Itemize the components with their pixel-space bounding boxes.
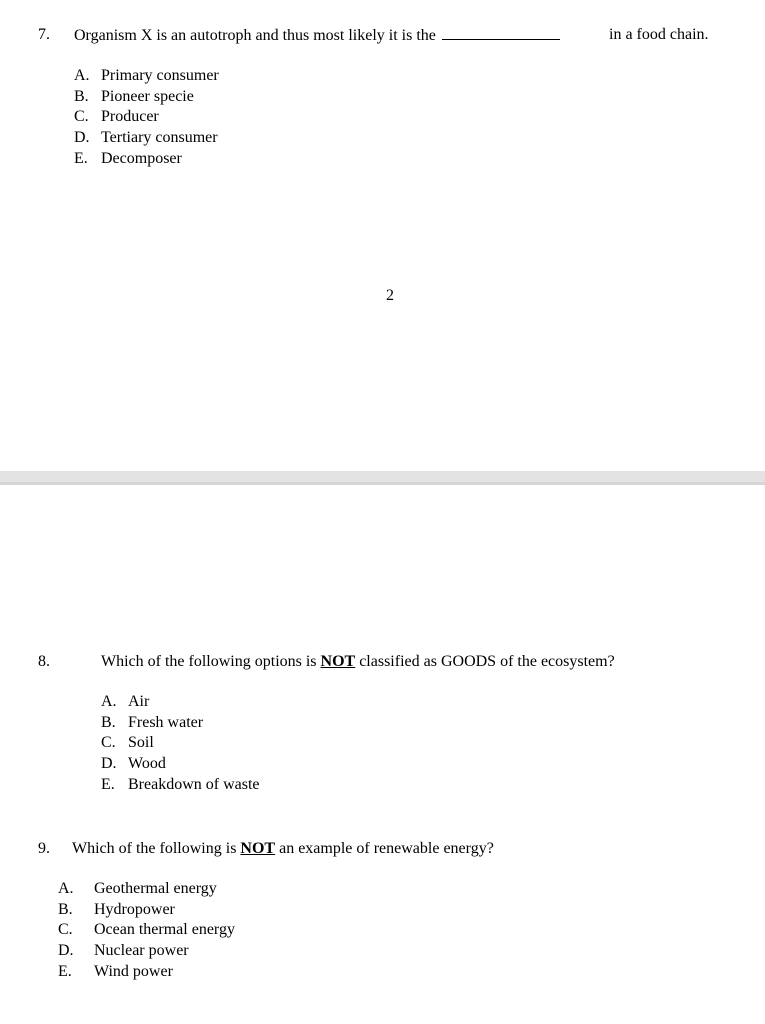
option-row: [74, 128, 219, 149]
question-8-options: [101, 692, 260, 795]
option-text: Hydropower: [94, 900, 175, 918]
option-row: [74, 107, 219, 128]
option-row: [74, 66, 219, 87]
option-letter: D.: [101, 755, 117, 773]
option-letter: C.: [58, 921, 73, 939]
option-letter: E.: [58, 962, 72, 980]
option-letter: E.: [101, 775, 115, 793]
option-letter: C.: [74, 108, 89, 126]
page-number: 2: [386, 287, 394, 304]
option-row: [101, 775, 260, 796]
option-text: Nuclear power: [94, 942, 189, 960]
option-text: Ocean thermal energy: [94, 921, 235, 939]
question-8-stem-after: classified as GOODS of the ecosystem?: [359, 653, 615, 670]
question-9-options: [58, 879, 235, 982]
option-text: Producer: [101, 108, 159, 126]
option-row: [58, 920, 235, 941]
option-row: [58, 941, 235, 962]
question-9-stem-before: Which of the following is: [72, 840, 237, 857]
option-row: [58, 962, 235, 983]
question-8-number: 8.: [38, 653, 50, 670]
question-7-stem: [74, 25, 560, 46]
option-letter: D.: [58, 942, 74, 960]
option-letter: A.: [74, 67, 90, 84]
option-text: Decomposer: [101, 149, 182, 167]
question-9-stem: [72, 839, 494, 859]
option-text: Wind power: [94, 962, 173, 980]
page-break-divider: [0, 471, 765, 485]
question-9-stem-after: an example of renewable energy?: [279, 840, 494, 857]
option-text: Soil: [128, 734, 154, 752]
option-letter: B.: [58, 900, 73, 918]
option-row: [74, 149, 219, 170]
option-text: Geothermal energy: [94, 880, 217, 897]
question-9-number: 9.: [38, 840, 50, 857]
option-row: [101, 754, 260, 775]
option-letter: A.: [58, 880, 74, 897]
option-letter: B.: [74, 87, 89, 105]
option-letter: C.: [101, 734, 116, 752]
option-text: Fresh water: [128, 713, 204, 731]
question-7-options: [74, 66, 219, 169]
question-7-stem-text: Organism X is an autotroph and thus most likely it is the: [74, 27, 436, 44]
option-text: Wood: [128, 755, 166, 773]
option-text: Primary consumer: [101, 67, 219, 84]
question-8-stem-before: Which of the following options is: [101, 653, 317, 670]
option-row: [58, 879, 235, 900]
option-text: Breakdown of waste: [128, 775, 260, 793]
question-8-stem: [101, 652, 615, 672]
question-9-emphasis: NOT: [240, 840, 276, 857]
answer-blank: [442, 25, 560, 40]
option-text: Tertiary consumer: [101, 129, 218, 147]
option-letter: E.: [74, 149, 88, 167]
option-row: [101, 713, 260, 734]
option-letter: A.: [101, 693, 117, 710]
option-row: [74, 87, 219, 108]
option-text: Pioneer specie: [101, 87, 194, 105]
question-8-emphasis: NOT: [320, 653, 356, 670]
option-row: [101, 733, 260, 754]
option-text: Air: [128, 693, 150, 710]
option-letter: D.: [74, 129, 90, 147]
option-letter: B.: [101, 713, 116, 731]
question-7-stem-end: in a food chain.: [609, 26, 709, 43]
option-row: [58, 900, 235, 921]
option-row: [101, 692, 260, 713]
question-7-number: 7.: [38, 26, 50, 43]
